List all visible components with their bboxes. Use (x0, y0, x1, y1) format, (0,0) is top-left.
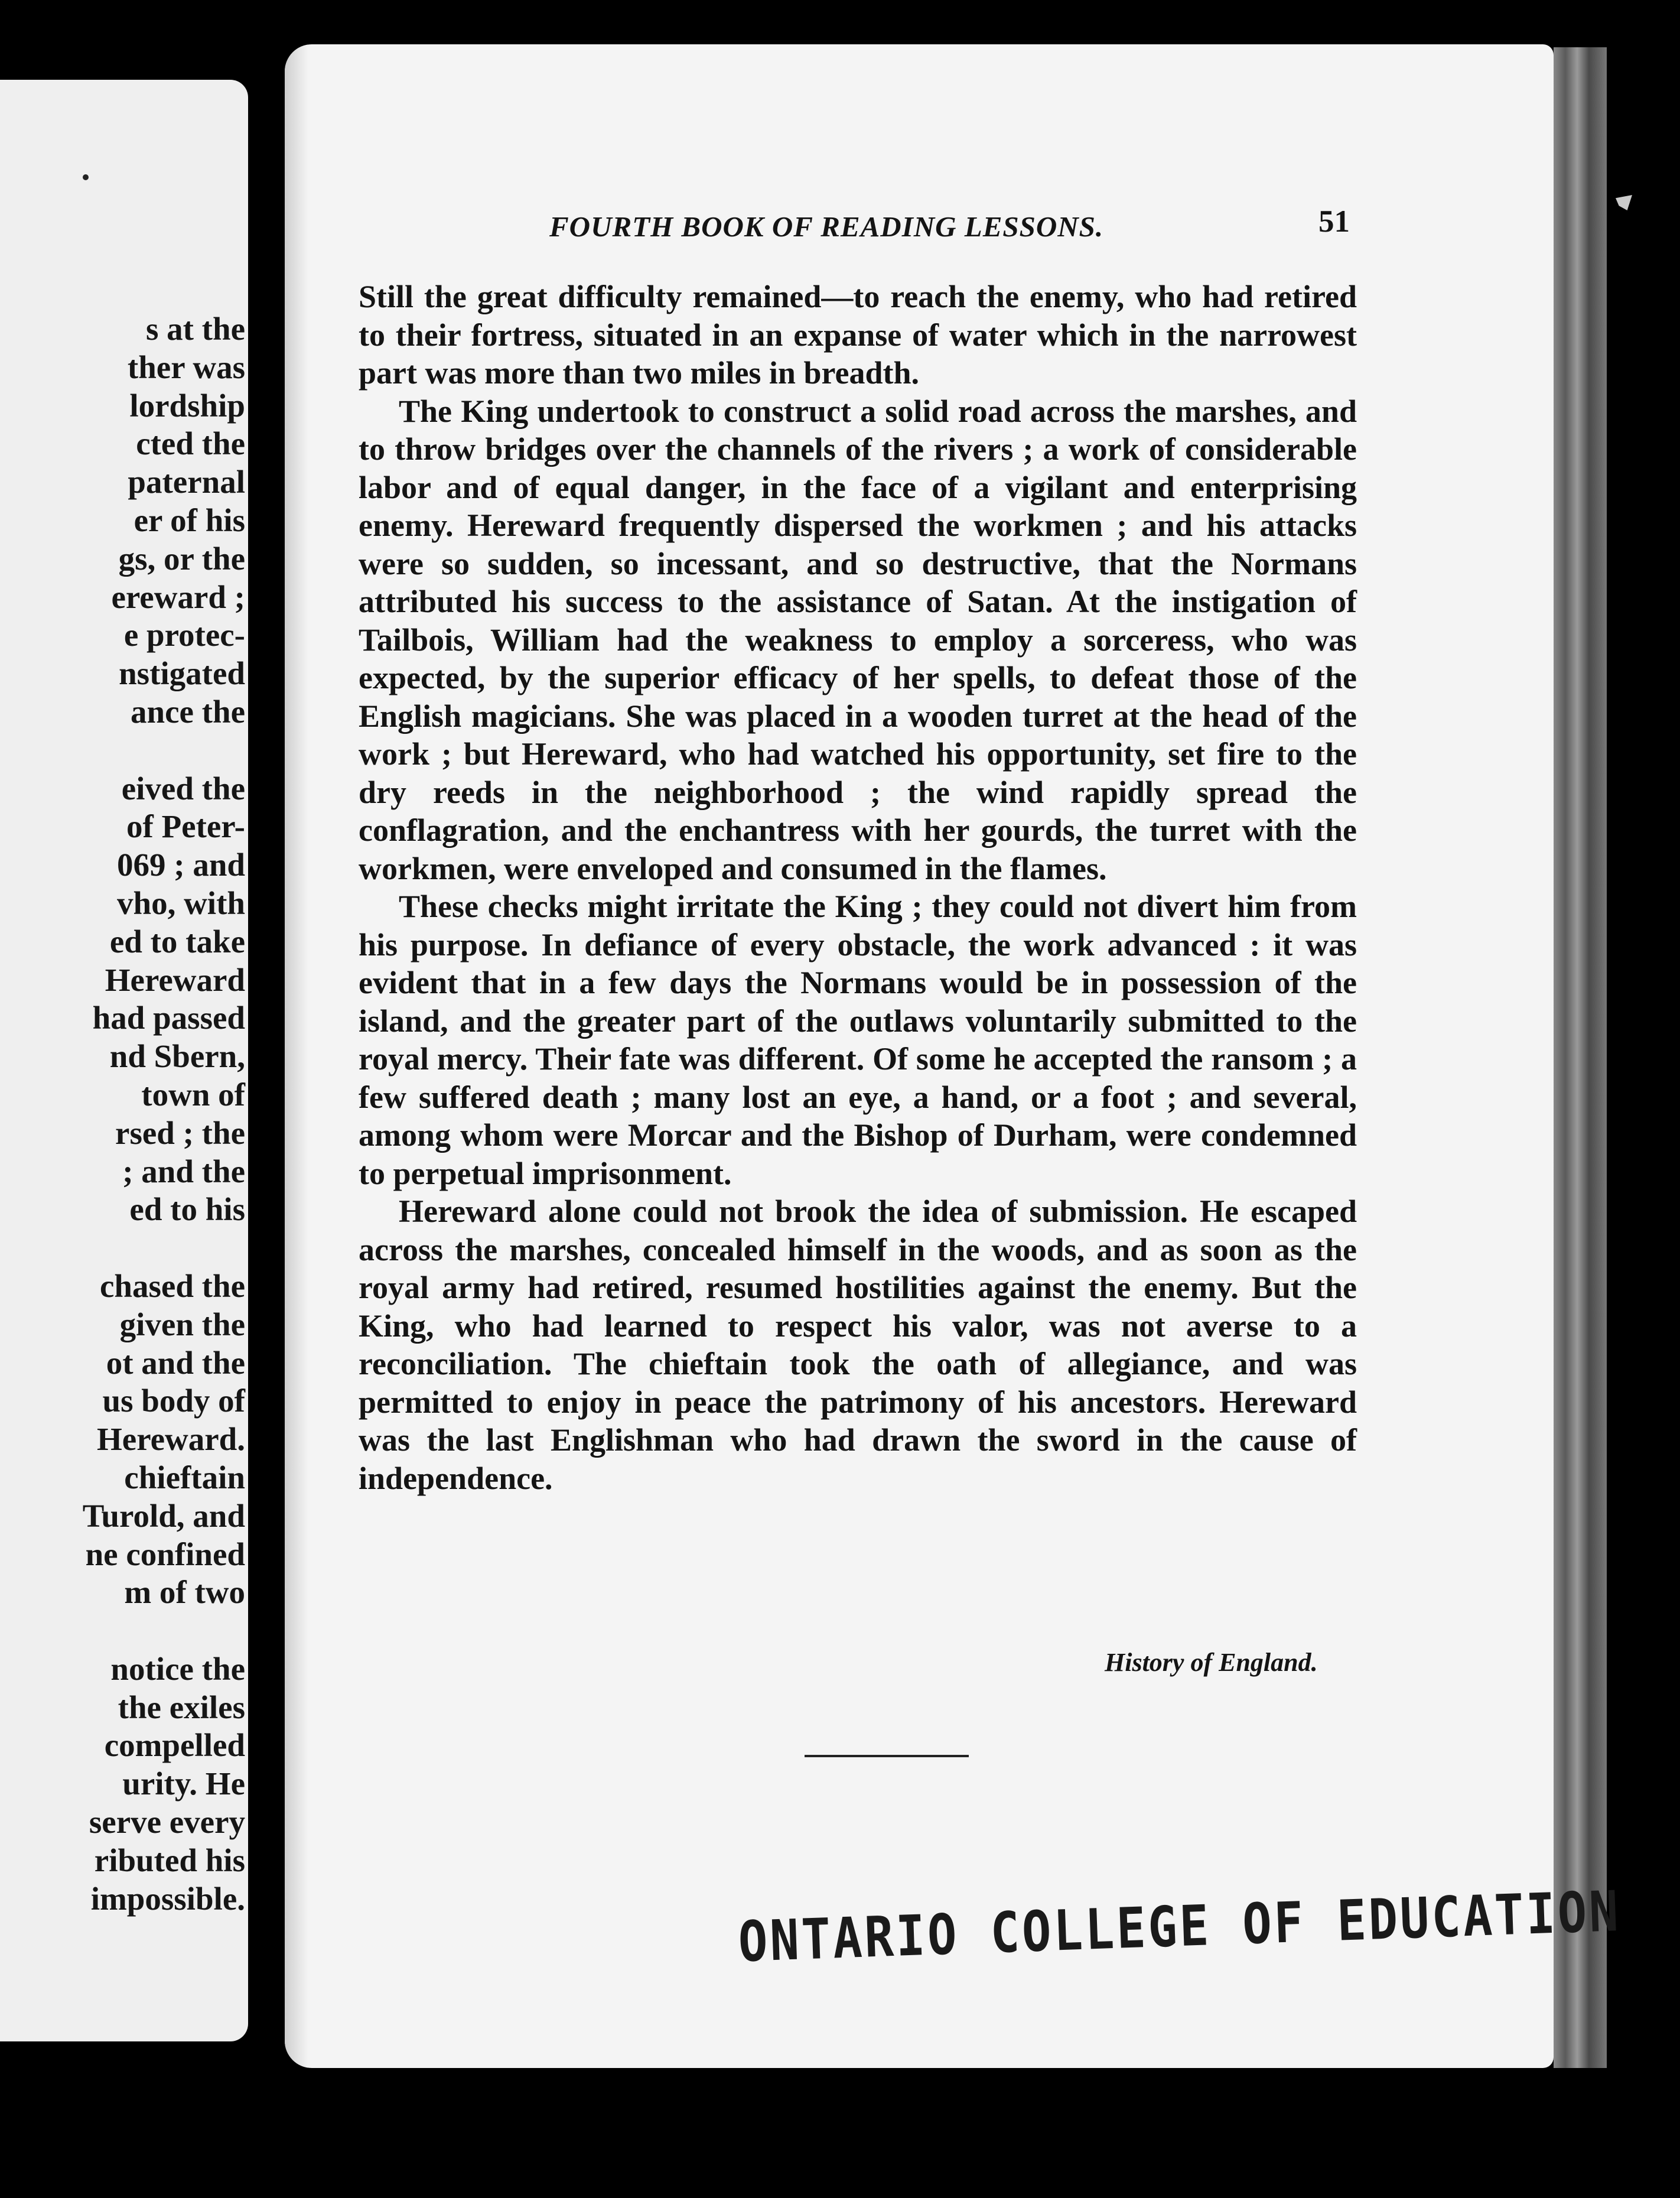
left-page-line: vho, with (117, 885, 245, 921)
source-attribution: History of England. (1105, 1648, 1318, 1677)
left-page-line: us body of (102, 1383, 245, 1419)
left-page-line: compelled (104, 1727, 245, 1764)
left-page-line: the exiles (118, 1689, 245, 1725)
library-stamp: ONTARIO COLLEGE OF EDUCATION (737, 1879, 1622, 1975)
left-page-line: eived the (121, 770, 245, 807)
left-page-line: ance the (131, 693, 245, 730)
left-page-line: ributed his (94, 1842, 245, 1878)
paper-fleck (1616, 195, 1632, 210)
left-page-line: lordship (129, 387, 245, 424)
left-page-line: ther was (127, 349, 245, 385)
ink-speck (83, 174, 89, 180)
left-page-line: ; and the (122, 1153, 245, 1189)
running-head: FOURTH BOOK OF READING LESSONS. (549, 210, 1104, 243)
left-page-line: notice the (110, 1650, 245, 1687)
left-page-line: nd Sbern, (109, 1038, 245, 1075)
left-page-line: Turold, and (82, 1497, 245, 1534)
left-page-line: m of two (124, 1574, 245, 1611)
left-page-line: had passed (92, 1000, 245, 1036)
left-page-line: given the (119, 1306, 245, 1342)
left-page-line: s at the (145, 311, 245, 347)
left-page-line: town of (141, 1076, 245, 1113)
left-page-line: er of his (134, 502, 245, 538)
left-page-line: ot and the (106, 1344, 245, 1381)
left-page-line: ed to take (109, 923, 245, 960)
left-page-line: paternal (128, 464, 245, 500)
page-number: 51 (1318, 204, 1350, 239)
left-page-line: Hereward (105, 961, 245, 998)
left-page-line: impossible. (90, 1880, 245, 1917)
paragraph: Still the great difficulty remained—to reach the enemy, who had retired to their fortress, situated in an expanse of water which in the narrowest part was more than two miles in breadth. (359, 279, 1357, 391)
gutter-shadow (285, 44, 308, 2068)
left-page-line: serve every (89, 1804, 245, 1841)
left-page-line: urity. He (122, 1765, 245, 1802)
left-page-line: rsed ; the (115, 1114, 245, 1151)
paragraph: The King undertook to construct a solid road across the marshes, and to throw bridges over the channels of the rivers ; a work of considerable labor and of equal danger, in the face of a vigilant and enterprising enemy. Hereward frequently dispersed the workmen ; and his attacks were so sudden, so incessant, and so destructive, that the Normans attributed his success to the assistance of Satan. At the instigation of Tailbois, William had the weakness to employ a sorceress, who was expected, by the superior efficacy of her spells, to defeat those of the English magicians. She was placed in a wooden turret at the head of the work ; but Hereward, who had watched his opportunity, set fire to the dry reeds in the neighborhood ; the wind rapidly spread the conflagration, and the enchantress with her gourds, the turret with the workmen, were enveloped and consumed in the flames. (359, 393, 1357, 886)
left-page-line: 069 ; and (117, 847, 245, 883)
left-page-line: ereward ; (111, 578, 245, 615)
left-page-line (0, 731, 245, 770)
left-page-line: gs, or the (118, 540, 245, 577)
left-page-line (0, 1612, 245, 1650)
page-edges (1554, 47, 1607, 2068)
left-page-line: nstigated (119, 655, 245, 692)
left-page-line: e protec- (123, 617, 245, 653)
left-page-line: ne confined (85, 1536, 245, 1572)
left-page-text (0, 310, 245, 1918)
body-text (359, 278, 1357, 1497)
left-page-line (0, 1229, 245, 1267)
left-page (0, 80, 248, 2041)
left-page-line: ed to his (129, 1191, 245, 1228)
left-page-line: chieftain (124, 1459, 245, 1495)
left-page-line: chased the (100, 1267, 245, 1304)
paragraph: These checks might irritate the King ; they could not divert him from his purpose. In defiance of every obstacle, the work advanced : it was evident that in a few days the Normans would be in possession of the island, and the greater part of the outlaws voluntarily submitted to the royal mercy. Their fate was different. Of some he accepted the ransom ; a few suffered death ; many lost an eye, a hand, or a foot ; and several, among whom were Morcar and the Bishop of Durham, were condemned to perpetual imprisonment. (359, 889, 1357, 1191)
section-rule (805, 1755, 969, 1757)
left-page-line: Hereward. (97, 1421, 245, 1458)
paragraph: Hereward alone could not brook the idea of submission. He escaped across the marshes, concealed himself in the woods, and as soon as the royal army had retired, resumed hostilities against the enemy. But the King, who had learned to respect his valor, was not averse to a reconciliation. The chieftain took the oath of allegiance, and was permitted to enjoy in peace the patrimony of his ancestors. Hereward was the last Englishman who had drawn the sword in the cause of independence. (359, 1194, 1357, 1496)
left-page-line: cted the (136, 425, 245, 462)
left-page-line: of Peter- (126, 808, 245, 845)
